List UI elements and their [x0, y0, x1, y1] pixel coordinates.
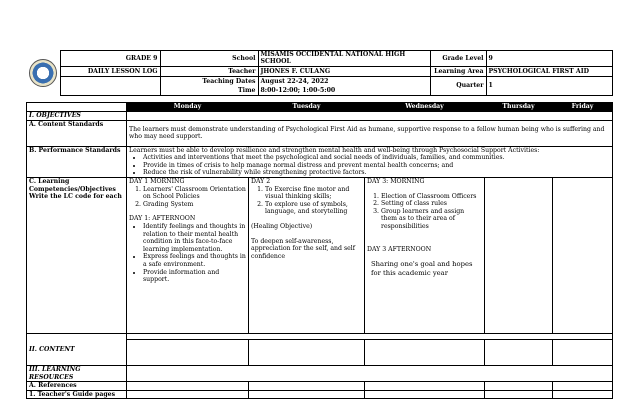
list-item: 1. To Exercise fine motor and visual thinking skills;	[265, 186, 362, 201]
list-item: • Identify feelings and thoughts in relation to their mental health condition in this face-to-face learning implementation.	[143, 223, 246, 253]
cell	[553, 390, 613, 399]
monday-competencies	[127, 177, 249, 333]
performance-standards-label: B. Performance Standards	[27, 146, 127, 177]
time-label: Time	[160, 86, 258, 96]
cell	[365, 382, 485, 391]
content-heading: II. CONTENT	[27, 333, 127, 365]
performance-list	[129, 154, 610, 177]
objectives-heading: I. OBJECTIVES	[27, 112, 127, 121]
monday-afternoon-heading: DAY 1: AFTERNOON	[129, 215, 196, 223]
quarter-value: 1	[486, 76, 612, 95]
monday-morning-list	[129, 186, 246, 209]
header-table	[26, 50, 613, 96]
performance-bullet: • Provide in times of crisis to help manage normal distress and prevent mental health concerns; and	[143, 162, 610, 170]
school-label: School	[160, 51, 258, 67]
blank-cell	[60, 76, 160, 95]
cell	[249, 390, 365, 399]
resources-blank	[127, 365, 613, 381]
content-wednesday	[365, 339, 485, 365]
list-item: 2. Setting of class rules	[381, 200, 482, 208]
tuesday-deepen: To deepen self-awareness, appreciation for the self, and self confidence	[251, 237, 356, 260]
corner-cell	[27, 103, 127, 112]
competencies-label: C. Learning Competencies/Objectives Write the LC code for each	[27, 177, 127, 333]
cell	[553, 382, 613, 391]
cell	[485, 390, 553, 399]
day-tuesday: Tuesday	[249, 103, 365, 112]
grade-label: GRADE 9	[60, 51, 160, 67]
seal-icon	[29, 59, 57, 87]
cell	[365, 390, 485, 399]
list-item: 2. Grading System	[143, 201, 246, 209]
thursday-competencies	[485, 177, 553, 333]
list-item: 1. Learners' Classroom Orientation on School Policies	[143, 186, 246, 201]
teacher-value: JHONES F. CULANG	[258, 66, 430, 76]
day-header-row	[27, 103, 613, 112]
deped-seal	[26, 51, 60, 96]
time-value: 8:00-12:00; 1:00-5:00	[258, 86, 430, 96]
day-monday: Monday	[127, 103, 249, 112]
list-item: • Provide information and support.	[143, 269, 246, 284]
wednesday-competencies	[365, 177, 485, 333]
friday-competencies	[553, 177, 613, 333]
tuesday-competencies	[249, 177, 365, 333]
teacher-label: Teacher	[160, 66, 258, 76]
performance-standards-cell	[127, 146, 613, 177]
tuesday-healing: (Healing Objective)	[251, 222, 313, 230]
wednesday-morning-heading: DAY 3: MORNING	[367, 177, 425, 185]
resources-heading: III. LEARNING RESOURCES	[27, 365, 127, 381]
performance-bullet: • Activities and interventions that meet the psychological and social needs of individuals, families, and communities.	[143, 154, 610, 162]
performance-bullet: • Reduce the risk of vulnerability while strengthening protective factors.	[143, 169, 610, 177]
teaching-dates-label: Teaching Dates	[160, 76, 258, 86]
content-monday	[127, 339, 249, 365]
tuesday-list	[251, 186, 362, 216]
school-value: MISAMIS OCCIDENTAL NATIONAL HIGH SCHOOL	[258, 51, 430, 67]
learning-area-label: Learning Area	[430, 66, 486, 76]
cell	[127, 390, 249, 399]
teachers-guide-label: 1. Teacher's Guide pages	[27, 390, 127, 399]
teaching-dates-value: August 22-24, 2022	[258, 76, 430, 86]
content-standards-label: A. Content Standards	[27, 120, 127, 146]
day-thursday: Thursday	[485, 103, 553, 112]
list-item: 2. To explore use of symbols, language, and storytelling	[265, 201, 362, 216]
tuesday-heading: DAY 2	[251, 177, 271, 185]
quarter-label: Quarter	[430, 76, 486, 95]
content-thursday	[485, 339, 553, 365]
content-tuesday	[249, 339, 365, 365]
objectives-blank	[127, 112, 613, 121]
performance-intro: Learners must be able to develop resilience and strengthen mental health and well-being through Psychosocial Support Activities:	[129, 146, 540, 154]
wednesday-afternoon-heading: DAY 3 AFTERNOON	[367, 245, 432, 253]
learning-area-value: PSYCHOLOGICAL FIRST AID	[486, 66, 612, 76]
grade-level-value: 9	[486, 51, 612, 67]
cell	[127, 382, 249, 391]
monday-morning-heading: DAY 1 MORNING	[129, 177, 185, 185]
content-friday	[553, 339, 613, 365]
lesson-table	[26, 102, 613, 399]
list-item: 1. Election of Classroom Officers	[381, 193, 482, 201]
grade-level-label: Grade Level	[430, 51, 486, 67]
day-wednesday: Wednesday	[365, 103, 485, 112]
cell	[249, 382, 365, 391]
references-label: A. References	[27, 382, 127, 391]
list-item: • Express feelings and thoughts in a safe environment.	[143, 253, 246, 268]
wednesday-list	[367, 193, 482, 231]
day-friday: Friday	[553, 103, 613, 112]
dll-label: DAILY LESSON LOG	[60, 66, 160, 76]
content-standards-text: The learners must demonstrate understanding of Psychological First Aid as humane, supportive response to a fellow human being who is suffering and who may need support.	[127, 120, 613, 146]
monday-afternoon-list	[129, 223, 246, 284]
cell	[485, 382, 553, 391]
list-item: 3. Group learners and assign them as to their area of responsibilities	[381, 208, 482, 231]
wednesday-sharing: Sharing one's goal and hopes for this academic year	[371, 260, 473, 277]
